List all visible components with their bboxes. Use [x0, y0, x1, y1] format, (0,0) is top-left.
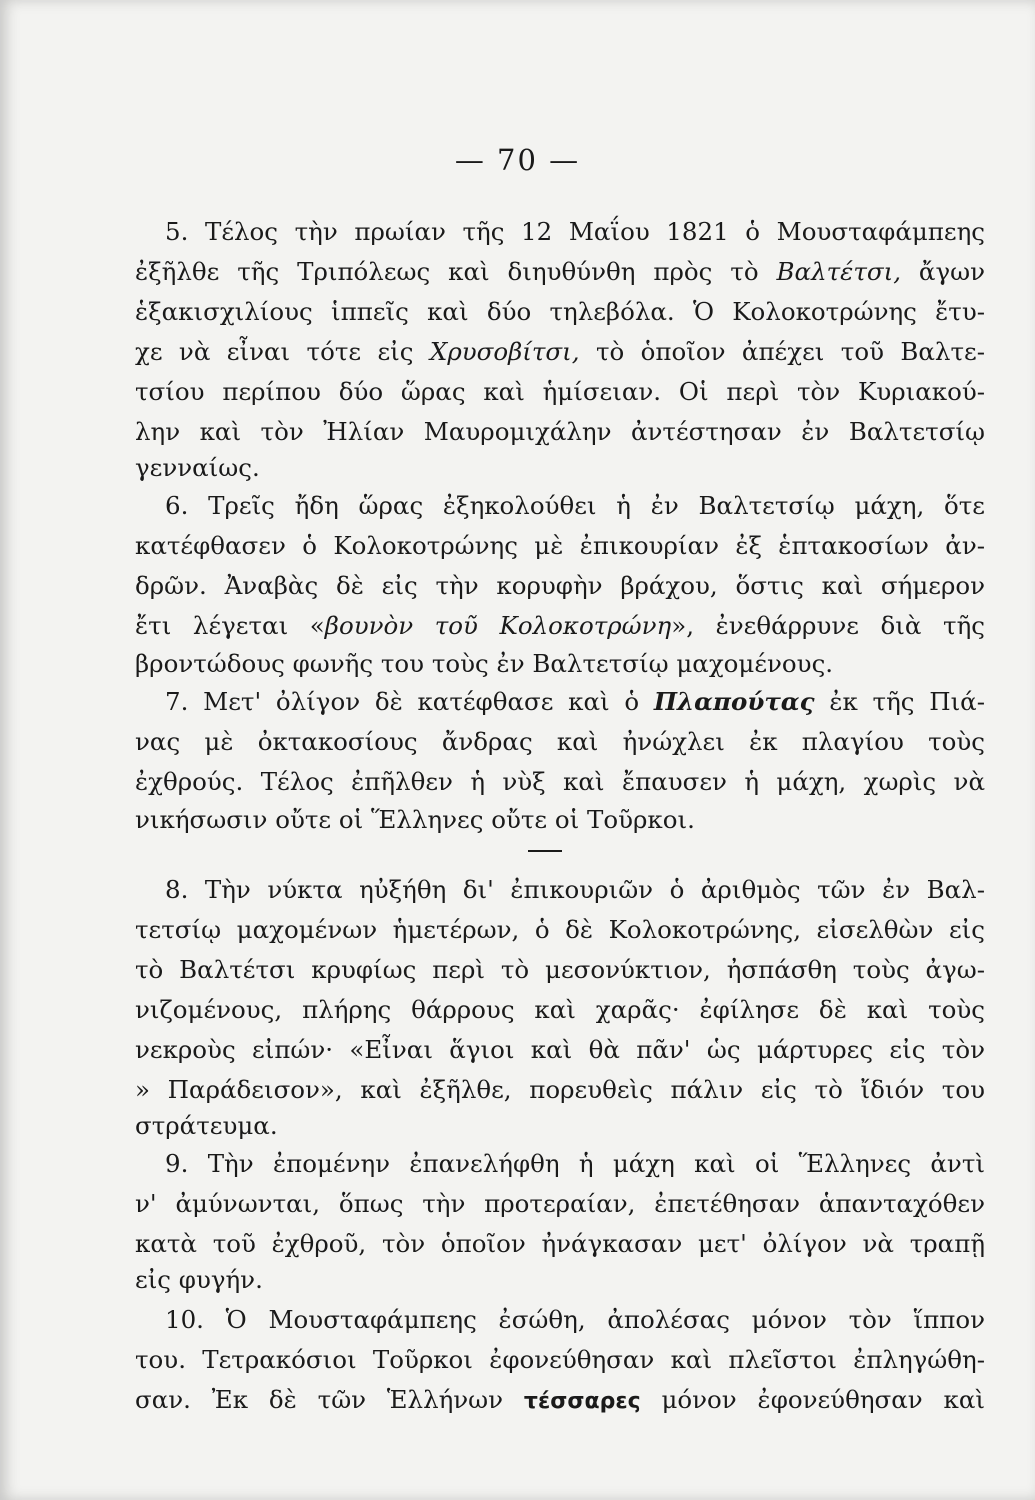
text-line: 7. Μετ' ὀλίγον δὲ κατέφθασε καὶ ὁ Πλαπούτας ἐκ τῆς Πιά- — [165, 687, 985, 716]
text-line: 10. Ὁ Μουσταφάμπεης ἐσώθη, ἀπολέσας μόνον τὸν ἵππον — [165, 1305, 985, 1334]
text-line: ἐχθρούς. Τέλος ἐπῆλθεν ἡ νὺξ καὶ ἔπαυσεν ἡ μάχη, χωρὶς νὰ — [135, 767, 985, 796]
text-line: ἔτι λέγεται «βουνὸν τοῦ Κολοκοτρώνη», ἐνεθάρρυνε διὰ τῆς — [135, 611, 986, 640]
text-line: γενναίως. — [135, 453, 260, 482]
text-line: ν' ἀμύνωνται, ὅπως τὴν προτεραίαν, ἐπετέθησαν ἁπανταχόθεν — [135, 1189, 985, 1218]
text-line: του. Τετρακόσιοι Τοῦρκοι ἐφονεύθησαν καὶ πλεῖστοι ἐπληγώθη- — [135, 1345, 985, 1374]
text-line: λην καὶ τὸν Ἠλίαν Μαυρομιχάλην ἀντέστησαν ἐν Βαλτετσίῳ — [135, 417, 985, 446]
text-line: βροντώδους φωνῆς του τοὺς ἐν Βαλτετσίῳ μαχομένους. — [135, 649, 834, 678]
text-line: 9. Τὴν ἐπομένην ἐπανελήφθη ἡ μάχη καὶ οἱ Ἕλληνες ἀντὶ — [165, 1149, 985, 1178]
text-line: εἰς φυγήν. — [135, 1265, 263, 1294]
text-line: νιζομένους, πλήρης θάρρους καὶ χαρᾶς· ἐφίλησε δὲ καὶ τοὺς — [135, 995, 985, 1024]
section-divider — [528, 850, 562, 852]
text-line: 8. Τὴν νύκτα ηὐξήθη δι' ἐπικουριῶν ὁ ἀριθμὸς τῶν ἐν Βαλ- — [165, 875, 985, 904]
text-line: ἐξῆλθε τῆς Τριπόλεως καὶ διηυθύνθη πρὸς τὸ Βαλτέτσι, ἄγων — [135, 257, 985, 286]
text-line: τετσίῳ μαχομένων ἡμετέρων, ὁ δὲ Κολοκοτρώνης, εἰσελθὼν εἰς — [135, 915, 985, 944]
text-line: κατέφθασεν ὁ Κολοκοτρώνης μὲ ἐπικουρίαν ἐξ ἑπτακοσίων ἀν- — [135, 531, 985, 560]
text-line: » Παράδεισον», καὶ ἐξῆλθε, πορευθεὶς πάλιν εἰς τὸ ἴδιόν του — [135, 1075, 985, 1104]
text-line: νικήσωσιν οὔτε οἱ Ἕλληνες οὔτε οἱ Τοῦρκοι. — [135, 805, 695, 834]
text-line: νεκροὺς εἰπών· «Εἶναι ἅγιοι καὶ θὰ πᾶν' ὡς μάρτυρες εἰς τὸν — [135, 1035, 985, 1064]
text-line: νας μὲ ὀκτακοσίους ἄνδρας καὶ ἠνώχλει ἐκ πλαγίου τοὺς — [135, 727, 985, 756]
text-line: δρῶν. Ἀναβὰς δὲ εἰς τὴν κορυφὴν βράχου, ὅστις καὶ σήμερον — [135, 571, 985, 600]
text-line: τὸ Βαλτέτσι κρυφίως περὶ τὸ μεσονύκτιον, ἠσπάσθη τοὺς ἀγω- — [135, 955, 985, 984]
text-line: 5. Τέλος τὴν πρωίαν τῆς 12 Μαΐου 1821 ὁ Μουσταφάμπεης — [165, 217, 985, 246]
page-number: — 70 — — [454, 143, 581, 177]
text-line: στράτευμα. — [135, 1111, 278, 1140]
text-line: τσίου περίπου δύο ὥρας καὶ ἡμίσειαν. Οἱ περὶ τὸν Κυριακού- — [135, 377, 985, 406]
text-line: ἑξακισχιλίους ἱππεῖς καὶ δύο τηλεβόλα. Ὁ Κολοκοτρώνης ἔτυ- — [135, 297, 985, 326]
text-line: χε νὰ εἶναι τότε εἰς Χρυσοβίτσι, τὸ ὁποῖον ἀπέχει τοῦ Βαλτε- — [135, 337, 985, 366]
text-line: σαν. Ἐκ δὲ τῶν Ἑλλήνων τέσσαρες μόνον ἐφονεύθησαν καὶ — [135, 1385, 985, 1414]
text-line: 6. Τρεῖς ἤδη ὥρας ἐξηκολούθει ἡ ἐν Βαλτετσίῳ μάχη, ὅτε — [165, 491, 985, 520]
text-line: κατὰ τοῦ ἐχθροῦ, τὸν ὁποῖον ἠνάγκασαν μετ' ὀλίγον νὰ τραπῇ — [135, 1229, 985, 1258]
